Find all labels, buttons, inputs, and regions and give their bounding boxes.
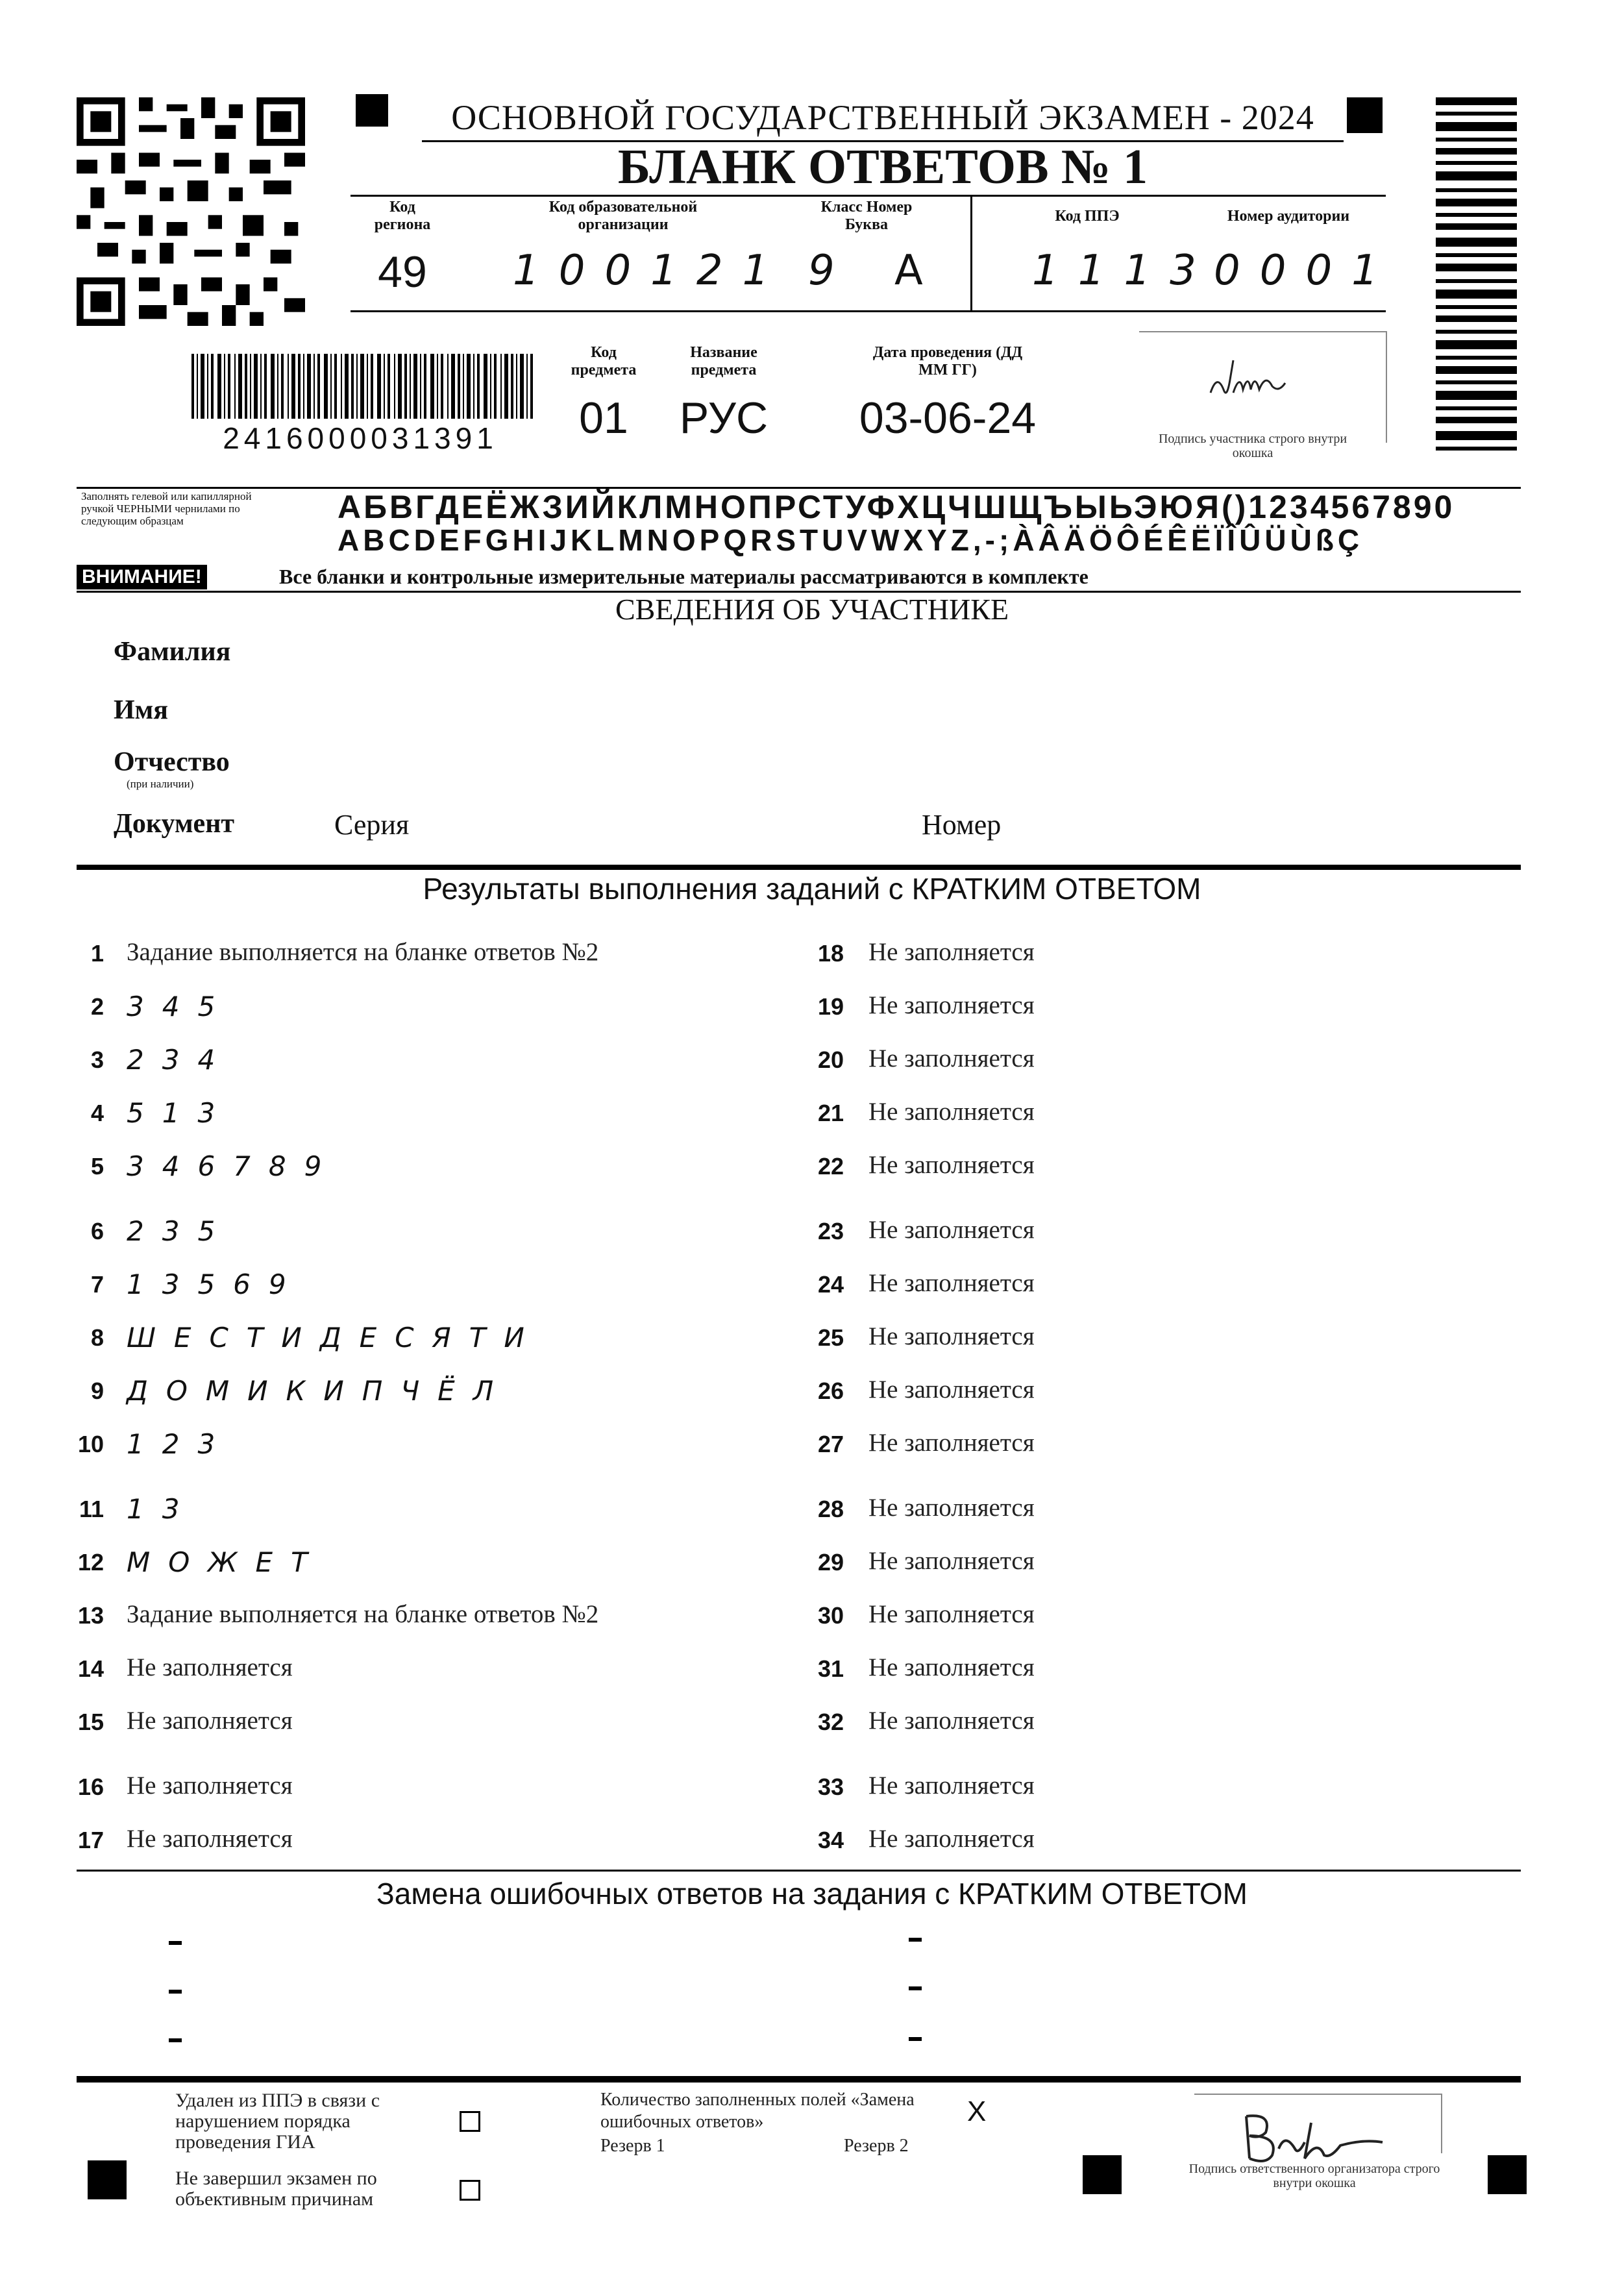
sample-instruction: Заполнять гелевой или капиллярной ручкой ЧЕРНЫМИ чернилами по следующим образцам: [81, 490, 252, 527]
answer-number: 20: [817, 1046, 844, 1073]
corner-marker-top-right: [1347, 97, 1383, 133]
answer-number: 26: [817, 1378, 844, 1404]
answer-text: Не заполняется: [127, 1772, 293, 1799]
answer-number: 16: [77, 1774, 104, 1800]
answer-number: 2: [90, 993, 104, 1020]
header-rule-top: [351, 195, 1386, 197]
answer-number: 28: [817, 1496, 844, 1522]
answer-number: 34: [817, 1827, 844, 1853]
answer-number: 17: [77, 1827, 104, 1853]
replacement-dash: [909, 1986, 922, 1990]
answer-text: Не заполняется: [868, 1216, 1035, 1244]
answer-text: Не заполняется: [868, 1494, 1035, 1522]
answer-text: Не заполняется: [868, 1269, 1035, 1297]
answer-handwritten: ШЕСТИДЕСЯТИ: [127, 1322, 543, 1354]
answer-text: Не заполняется: [868, 1322, 1035, 1350]
answer-number: 11: [79, 1496, 104, 1522]
answer-text: Задание выполняется на бланке ответов №2: [127, 938, 599, 966]
answer-handwritten: 513: [127, 1097, 234, 1129]
answer-text: Не заполняется: [127, 1707, 293, 1735]
subject-code-value: 01: [579, 393, 628, 443]
replacement-dash: [909, 2037, 922, 2041]
answer-number: 24: [817, 1271, 844, 1298]
corner-marker-top-left: [356, 94, 388, 127]
answer-number: 15: [77, 1709, 104, 1735]
corner-marker-bottom-right: [1488, 2155, 1527, 2194]
room-label: Номер аудитории: [1227, 208, 1350, 225]
answer-text: Не заполняется: [127, 1825, 293, 1853]
corner-marker-bottom-left: [88, 2160, 127, 2199]
surname-label: Фамилия: [114, 637, 231, 667]
answer-text: Не заполняется: [868, 1098, 1035, 1126]
answer-number: 29: [817, 1549, 844, 1576]
answer-number: 13: [77, 1602, 104, 1629]
room-value: 0001: [1214, 247, 1397, 295]
class-label: Класс Номер Буква: [820, 199, 913, 233]
replacement-dash: [169, 1941, 182, 1945]
series-label: Серия: [334, 809, 410, 841]
answer-text: Не заполняется: [868, 1707, 1035, 1735]
document-label: Документ: [114, 809, 235, 839]
ppe-code-label: Код ППЭ: [1055, 208, 1120, 225]
answer-handwritten: 13569: [127, 1268, 304, 1300]
header-rule-bottom: [351, 310, 1386, 312]
replacement-dash: [169, 2038, 182, 2042]
name-label: Имя: [114, 695, 168, 725]
answer-number: 23: [817, 1218, 844, 1244]
form-title: БЛАНК ОТВЕТОВ № 1: [617, 140, 1148, 194]
barcode-number: 2416000031391: [223, 421, 498, 455]
answer-number: 18: [817, 940, 844, 967]
class-letter-value: А: [894, 247, 923, 295]
official-signature-label: Подпись ответственного организатора строго внутри окошка: [1188, 2162, 1440, 2190]
sample-row-latin: ABCDEFGHIJKLMNOPQRSTUVWXYZ,-;ÀÂÄÖÔÉÊËÏÎÛÜÙßÇ: [338, 523, 1364, 557]
answer-text: Не заполняется: [868, 1600, 1035, 1628]
ppe-code-value: 1113: [1032, 247, 1216, 295]
region-code-value: 49: [378, 247, 427, 297]
sample-row-cyrillic: АБВГДЕЁЖЗИЙКЛМНОПРСТУФХЦЧШЩЪЫЬЭЮЯ()1234567890: [338, 489, 1455, 525]
footer-rule: [77, 2076, 1521, 2083]
answer-number: 32: [817, 1709, 844, 1735]
answer-number: 5: [90, 1153, 104, 1180]
answers-section-title: Результаты выполнения заданий с КРАТКИМ ОТВЕТОМ: [423, 872, 1201, 906]
org-code-value: 100121: [513, 247, 789, 295]
answer-number: 14: [77, 1655, 104, 1682]
corner-marker-bottom-mid: [1083, 2155, 1122, 2194]
answer-number: 1: [90, 940, 104, 967]
answer-number: 30: [817, 1602, 844, 1629]
answer-text: Не заполняется: [868, 1825, 1035, 1853]
answer-number: 31: [817, 1655, 844, 1682]
answer-number: 19: [817, 993, 844, 1020]
exam-title: ОСНОВНОЙ ГОСУДАРСТВЕННЫЙ ЭКЗАМЕН - 2024: [422, 95, 1344, 142]
replacement-count-label: Количество заполненных полей «Замена ошибочных ответов»: [600, 2090, 915, 2132]
answer-handwritten: 235: [127, 1215, 234, 1247]
participant-section-title: СВЕДЕНИЯ ОБ УЧАСТНИКЕ: [615, 593, 1009, 626]
answer-handwritten: 345: [127, 991, 234, 1022]
region-code-label: Код региона: [374, 199, 431, 233]
subject-name-value: РУС: [679, 393, 769, 443]
replacement-dash: [909, 1938, 922, 1942]
answer-text: Не заполняется: [868, 1429, 1035, 1457]
removed-checkbox[interactable]: [460, 2111, 480, 2132]
side-barcode: [1436, 97, 1517, 458]
qr-code: [77, 97, 305, 326]
answer-handwritten: 13: [127, 1493, 198, 1525]
answer-handwritten: МОЖЕТ: [127, 1546, 326, 1578]
replacement-section-title: Замена ошибочных ответов на задания с КРАТКИМ ОТВЕТОМ: [376, 1877, 1248, 1910]
official-signature: [1233, 2103, 1415, 2168]
answer-number: 33: [817, 1774, 844, 1800]
class-number-value: 9: [808, 247, 835, 295]
answer-number: 22: [817, 1153, 844, 1180]
answer-text: Не заполняется: [868, 1547, 1035, 1575]
answer-number: 7: [90, 1271, 104, 1298]
reserve-2-label: Резерв 2: [844, 2136, 909, 2156]
date-label: Дата проведения (ДД ММ ГГ): [872, 344, 1023, 378]
subject-code-label: Код предмета: [571, 344, 637, 378]
answer-text: Не заполняется: [868, 1376, 1035, 1403]
notice-text: Все бланки и контрольные измерительные материалы рассматриваются в комплекте: [279, 565, 1089, 588]
replacement-dash: [169, 1990, 182, 1994]
participant-signature: [1204, 354, 1288, 406]
answer-number: 3: [90, 1046, 104, 1073]
answer-number: 8: [90, 1324, 104, 1351]
answer-number: 9: [90, 1378, 104, 1404]
removed-label: Удален из ППЭ в связи с нарушением порядка проведения ГИА: [175, 2090, 380, 2153]
header-divider: [970, 195, 972, 312]
answer-text: Не заполняется: [868, 1151, 1035, 1179]
answer-handwritten: ДОМИКИПЧЁЛ: [127, 1375, 512, 1407]
patronymic-label: Отчество: [114, 747, 230, 777]
org-code-label: Код образовательной организации: [548, 199, 698, 233]
answer-text: Не заполняется: [868, 938, 1035, 966]
answer-text: Задание выполняется на бланке ответов №2: [127, 1600, 599, 1628]
reserve-1-label: Резерв 1: [600, 2136, 665, 2156]
answer-number: 12: [77, 1549, 104, 1576]
answer-text: Не заполняется: [868, 1772, 1035, 1799]
answer-handwritten: 234: [127, 1044, 234, 1076]
answer-number: 27: [817, 1431, 844, 1457]
answer-text: Не заполняется: [868, 991, 1035, 1019]
patronymic-note: (при наличии): [127, 778, 194, 790]
subject-name-label: Название предмета: [690, 344, 757, 378]
number-label: Номер: [922, 809, 1002, 841]
signature-label: Подпись участника строго внутри окошка: [1158, 432, 1347, 460]
replacement-count-value: X: [967, 2095, 987, 2127]
answer-number: 6: [90, 1218, 104, 1244]
not-finished-checkbox[interactable]: [460, 2180, 480, 2201]
answers-rule-top: [77, 865, 1521, 870]
notice-badge: ВНИМАНИЕ!: [77, 565, 207, 589]
not-finished-label: Не завершил экзамен по объективным причинам: [175, 2168, 377, 2210]
date-value: 03-06-24: [859, 393, 1037, 443]
answer-text: Не заполняется: [868, 1045, 1035, 1072]
answer-handwritten: 123: [127, 1428, 234, 1460]
answer-number: 21: [817, 1100, 844, 1126]
answer-number: 4: [90, 1100, 104, 1126]
answer-text: Не заполняется: [127, 1653, 293, 1681]
answer-number: 10: [77, 1431, 104, 1457]
barcode: [191, 354, 535, 419]
answer-number: 25: [817, 1324, 844, 1351]
replacement-rule: [77, 1870, 1521, 1872]
answer-handwritten: 346789: [127, 1150, 340, 1182]
answer-text: Не заполняется: [868, 1653, 1035, 1681]
